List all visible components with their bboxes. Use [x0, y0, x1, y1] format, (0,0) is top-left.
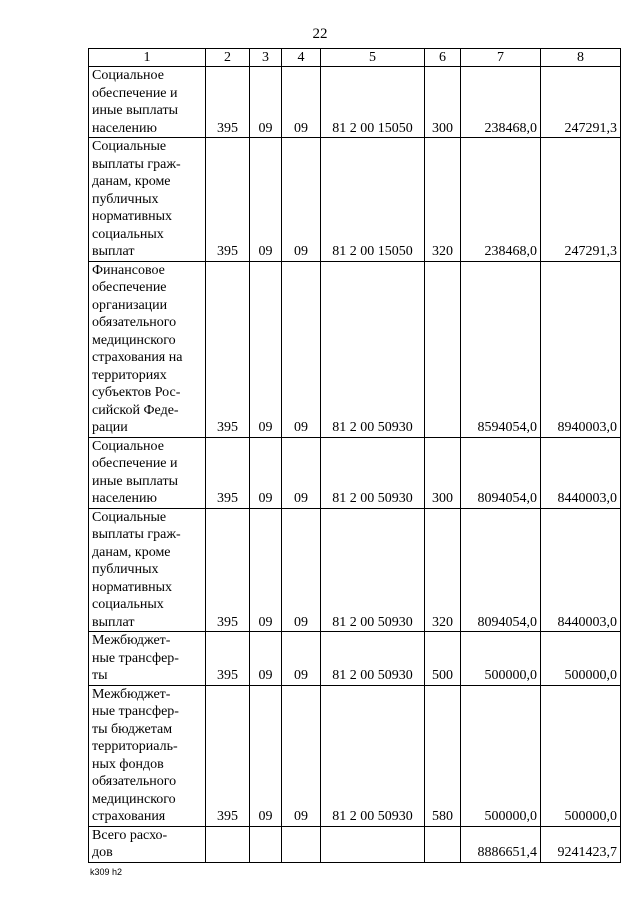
column-header: 1: [89, 49, 206, 67]
row-name: [89, 261, 206, 437]
row-name: [89, 67, 206, 138]
column-header: 2: [206, 49, 250, 67]
page-number: 22: [312, 26, 328, 42]
cell-col7: 8594054,0: [461, 261, 541, 437]
cell-col6: 500: [425, 632, 461, 686]
cell-col3: 09: [250, 508, 282, 632]
table-row: [89, 437, 621, 508]
cell-col3: 09: [250, 261, 282, 437]
name-line: населению: [92, 120, 157, 136]
cell-col2: 395: [206, 261, 250, 437]
name-line: нормативных: [92, 579, 173, 595]
name-line: публичных: [92, 562, 159, 577]
cell-col5: 81 2 00 50930: [321, 508, 425, 632]
name-line: обязательного: [92, 315, 177, 330]
name-line: социальных: [92, 597, 164, 612]
row-name: [89, 508, 206, 632]
total-col7: 8886651,4: [461, 826, 541, 862]
cell-col7: 238468,0: [461, 138, 541, 262]
name-line: нормативных: [92, 209, 173, 224]
total-col8: 9241423,7: [541, 826, 621, 862]
cell-col2: 395: [206, 508, 250, 632]
empty-cell: [282, 826, 321, 862]
column-header: 3: [250, 49, 282, 67]
total-label: [89, 826, 206, 862]
cell-col5: 81 2 00 15050: [321, 67, 425, 138]
cell-col6: 300: [425, 67, 461, 138]
name-line: Социальные: [92, 509, 167, 525]
name-line: социальных: [92, 226, 164, 242]
cell-col6: 300: [425, 437, 461, 508]
cell-col8: 500000,0: [541, 632, 621, 686]
cell-col3: 09: [250, 632, 282, 686]
cell-col2: 395: [206, 685, 250, 826]
cell-col6: 580: [425, 685, 461, 826]
budget-table: [88, 48, 621, 863]
name-line: сийской Феде-: [92, 402, 179, 418]
name-line: обеспечение и: [92, 456, 178, 471]
cell-col8: 8440003,0: [541, 508, 621, 632]
name-line: данам, кроме: [92, 174, 171, 189]
name-line: иные выплаты: [92, 103, 178, 118]
name-line: населению: [92, 491, 157, 506]
name-line: Финансовое: [92, 262, 165, 278]
cell-col4: 09: [282, 138, 321, 262]
cell-col6: 320: [425, 508, 461, 632]
name-line: Всего расхо-: [92, 827, 168, 843]
cell-col5: 81 2 00 15050: [321, 138, 425, 262]
name-line: обеспечение: [92, 280, 167, 295]
name-line: ных фондов: [92, 756, 164, 772]
cell-col2: 395: [206, 67, 250, 138]
column-header: 6: [425, 49, 461, 67]
cell-col8: 500000,0: [541, 685, 621, 826]
name-line: выплат: [92, 244, 135, 259]
cell-col4: 09: [282, 632, 321, 686]
cell-col4: 09: [282, 508, 321, 632]
cell-col3: 09: [250, 437, 282, 508]
name-line: Межбюджет-: [92, 686, 171, 702]
cell-col7: 8094054,0: [461, 508, 541, 632]
header-row: [89, 49, 621, 67]
cell-col7: 500000,0: [461, 632, 541, 686]
cell-col4: 09: [282, 437, 321, 508]
name-line: обеспечение и: [92, 85, 178, 101]
cell-col7: 238468,0: [461, 67, 541, 138]
cell-col2: 395: [206, 138, 250, 262]
name-line: Межбюджет-: [92, 633, 171, 648]
cell-col8: 8440003,0: [541, 437, 621, 508]
empty-cell: [321, 826, 425, 862]
name-line: ты: [92, 668, 108, 683]
name-line: иные выплаты: [92, 473, 178, 489]
row-name: [89, 437, 206, 508]
name-line: Социальное: [92, 438, 164, 454]
name-line: организации: [92, 297, 168, 313]
empty-cell: [425, 826, 461, 862]
empty-cell: [250, 826, 282, 862]
name-line: ные трансфер-: [92, 650, 179, 666]
row-name: [89, 138, 206, 262]
cell-col6: [425, 261, 461, 437]
name-line: выплат: [92, 614, 135, 630]
column-header: 8: [541, 49, 621, 67]
name-line: обязательного: [92, 774, 177, 789]
table-row: [89, 67, 621, 138]
footer-code: k309 h2: [90, 867, 123, 877]
cell-col2: 395: [206, 437, 250, 508]
table-row: [89, 685, 621, 826]
cell-col7: 8094054,0: [461, 437, 541, 508]
name-line: ты бюджетам: [92, 721, 173, 737]
table-row: [89, 261, 621, 437]
name-line: территориях: [92, 367, 167, 383]
cell-col4: 09: [282, 261, 321, 437]
name-line: субъектов Рос-: [92, 385, 181, 400]
cell-col5: 81 2 00 50930: [321, 437, 425, 508]
name-line: медицинского: [92, 791, 176, 807]
empty-cell: [206, 826, 250, 862]
cell-col3: 09: [250, 138, 282, 262]
row-name: [89, 632, 206, 686]
name-line: выплаты граж-: [92, 156, 181, 172]
cell-col7: 500000,0: [461, 685, 541, 826]
row-name: [89, 685, 206, 826]
cell-col5: 81 2 00 50930: [321, 632, 425, 686]
name-line: дов: [92, 845, 113, 860]
total-row: [89, 826, 621, 862]
name-line: территориаль-: [92, 739, 178, 754]
cell-col4: 09: [282, 67, 321, 138]
table-row: [89, 138, 621, 262]
column-header: 7: [461, 49, 541, 67]
name-line: данам, кроме: [92, 544, 171, 560]
column-header: 5: [321, 49, 425, 67]
name-line: Социальное: [92, 68, 164, 83]
name-line: Социальные: [92, 139, 167, 154]
name-line: рации: [92, 420, 128, 435]
name-line: ные трансфер-: [92, 704, 179, 719]
cell-col8: 247291,3: [541, 67, 621, 138]
name-line: страхования на: [92, 350, 183, 365]
cell-col5: 81 2 00 50930: [321, 261, 425, 437]
cell-col2: 395: [206, 632, 250, 686]
cell-col6: 320: [425, 138, 461, 262]
table-row: [89, 632, 621, 686]
cell-col8: 8940003,0: [541, 261, 621, 437]
cell-col3: 09: [250, 685, 282, 826]
name-line: медицинского: [92, 332, 176, 348]
table-row: [89, 508, 621, 632]
name-line: публичных: [92, 191, 159, 207]
name-line: страхования: [92, 809, 166, 824]
name-line: выплаты граж-: [92, 527, 181, 542]
column-header: 4: [282, 49, 321, 67]
cell-col3: 09: [250, 67, 282, 138]
cell-col8: 247291,3: [541, 138, 621, 262]
cell-col5: 81 2 00 50930: [321, 685, 425, 826]
cell-col4: 09: [282, 685, 321, 826]
